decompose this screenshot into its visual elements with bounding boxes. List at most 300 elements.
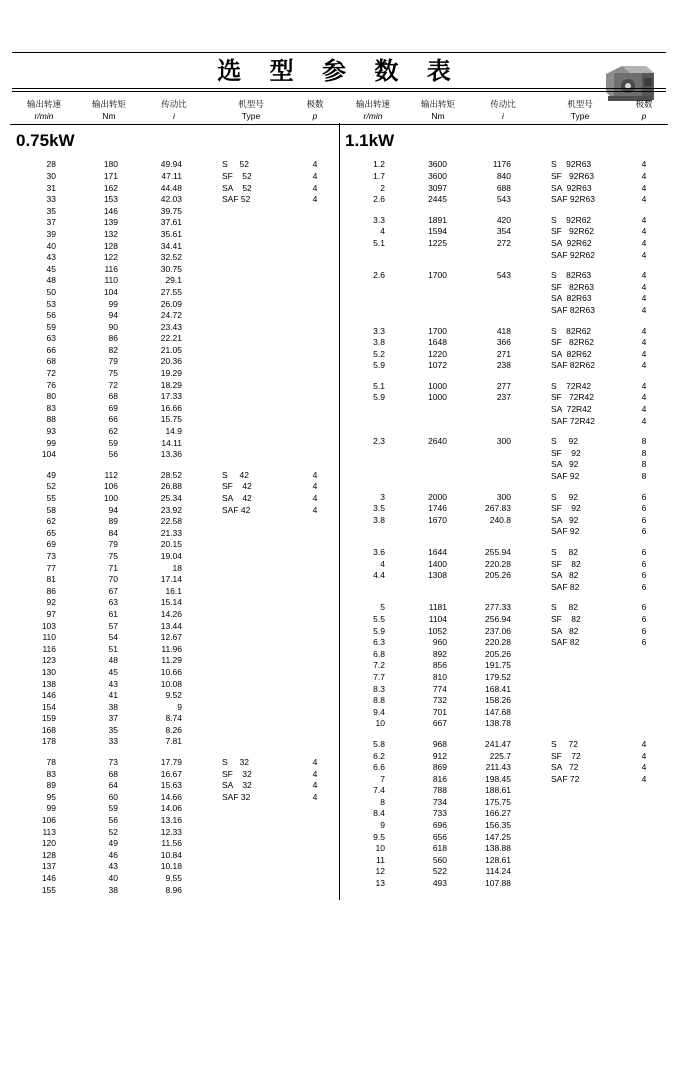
cell-output-torque: 139 xyxy=(103,217,118,228)
cell-poles xyxy=(294,827,336,839)
cell-poles xyxy=(294,736,336,748)
cell-poles: 4 xyxy=(312,768,318,779)
cell-output-torque: 656 xyxy=(432,831,447,842)
cell-output-speed: 3.3 xyxy=(373,325,385,336)
header-ratio-cn: 传动比 xyxy=(161,99,187,110)
cell-output-speed: 146 xyxy=(41,690,56,701)
cell-poles xyxy=(294,252,336,264)
cell-ratio: 8.74 xyxy=(165,713,182,724)
cell-type: SAF 72R42 xyxy=(551,415,595,426)
cell-ratio xyxy=(469,471,537,483)
cell-ratio: 128.61 xyxy=(485,854,511,865)
cell-type xyxy=(208,597,294,609)
row-group xyxy=(339,215,668,261)
cell-output-torque: 33 xyxy=(108,736,118,747)
cell-type xyxy=(208,241,294,253)
table-row xyxy=(10,644,339,656)
cell-poles: 4 xyxy=(641,380,647,391)
table-row xyxy=(339,707,668,719)
cell-type: SA 72R42 xyxy=(551,404,592,415)
cell-output-torque: 71 xyxy=(108,562,118,573)
cell-poles xyxy=(294,861,336,873)
table-row xyxy=(339,349,668,361)
cell-output-speed: 146 xyxy=(41,873,56,884)
cell-poles xyxy=(294,850,336,862)
table-row xyxy=(339,614,668,626)
table-row xyxy=(10,171,339,183)
cell-ratio: 23.92 xyxy=(160,504,182,515)
cell-output-speed: 59 xyxy=(46,321,56,332)
table-row xyxy=(10,287,339,299)
cell-ratio: 17.33 xyxy=(160,391,182,402)
cell-output-torque xyxy=(407,448,469,460)
cell-output-speed xyxy=(339,293,407,305)
table-row xyxy=(10,861,339,873)
cell-output-speed: 168 xyxy=(41,724,56,735)
cell-output-torque: 734 xyxy=(432,796,447,807)
cell-output-speed: 69 xyxy=(46,539,56,550)
table-row xyxy=(10,264,339,276)
cell-output-speed: 7.4 xyxy=(373,785,385,796)
cell-poles: 8 xyxy=(641,459,647,470)
cell-type xyxy=(208,702,294,714)
cell-output-torque: 810 xyxy=(432,671,447,682)
cell-poles xyxy=(294,310,336,322)
cell-type: SF 32 xyxy=(222,768,252,779)
row-group xyxy=(339,492,668,538)
cell-ratio: 220.28 xyxy=(485,558,511,569)
table-row xyxy=(339,843,668,855)
cell-output-speed: 128 xyxy=(41,849,56,860)
cell-type xyxy=(208,644,294,656)
cell-type xyxy=(208,621,294,633)
cell-output-torque: 46 xyxy=(108,849,118,860)
cell-type: S 92 xyxy=(551,491,578,502)
cell-output-torque: 171 xyxy=(103,170,118,181)
cell-ratio: 156.35 xyxy=(485,820,511,831)
cell-output-speed: 9.4 xyxy=(373,706,385,717)
cell-output-torque: 869 xyxy=(432,762,447,773)
cell-output-speed: 2.6 xyxy=(373,270,385,281)
cell-output-torque: 1072 xyxy=(428,360,447,371)
group-gap xyxy=(10,748,339,757)
cell-output-torque: 788 xyxy=(432,785,447,796)
cell-output-speed xyxy=(339,305,407,317)
table-row xyxy=(339,448,668,460)
cell-poles xyxy=(623,718,665,730)
cell-output-torque: 960 xyxy=(432,637,447,648)
cell-type xyxy=(208,803,294,815)
cell-output-speed: 53 xyxy=(46,298,56,309)
cell-poles xyxy=(294,679,336,691)
cell-ratio xyxy=(469,416,537,428)
cell-ratio: 14.26 xyxy=(160,608,182,619)
cell-output-speed: 77 xyxy=(46,562,56,573)
cell-type: SAF 92R62 xyxy=(551,249,595,260)
cell-poles xyxy=(623,832,665,844)
cell-ratio xyxy=(469,582,537,594)
cell-type xyxy=(537,820,623,832)
cell-type xyxy=(208,252,294,264)
cell-output-torque: 180 xyxy=(103,159,118,170)
cell-output-torque: 82 xyxy=(108,344,118,355)
cell-poles: 4 xyxy=(312,182,318,193)
row-group xyxy=(339,436,668,482)
cell-ratio xyxy=(469,293,537,305)
cell-output-speed: 99 xyxy=(46,803,56,814)
power-label-left: 0.75kW xyxy=(16,131,75,151)
table-row xyxy=(10,803,339,815)
cell-output-torque: 162 xyxy=(103,182,118,193)
row-group xyxy=(339,326,668,372)
cell-output-speed: 65 xyxy=(46,527,56,538)
cell-type xyxy=(208,725,294,737)
page-title-block xyxy=(10,52,668,92)
cell-output-speed: 97 xyxy=(46,608,56,619)
cell-poles xyxy=(294,803,336,815)
cell-output-speed: 39 xyxy=(46,228,56,239)
table-row xyxy=(339,582,668,594)
cell-output-torque: 1104 xyxy=(428,613,447,624)
cell-output-speed: 10 xyxy=(375,718,385,729)
cell-output-speed: 58 xyxy=(46,504,56,515)
cell-output-torque: 1000 xyxy=(428,380,447,391)
cell-output-speed: 178 xyxy=(41,736,56,747)
cell-output-speed: 56 xyxy=(46,310,56,321)
cell-type: SA 92R62 xyxy=(551,237,592,248)
cell-type: SF 82 xyxy=(551,613,581,624)
cell-type: S 82 xyxy=(551,547,578,558)
cell-type xyxy=(208,528,294,540)
cell-output-torque: 522 xyxy=(432,866,447,877)
cell-type: SA 92 xyxy=(551,514,579,525)
cell-type: SA 32 xyxy=(222,780,252,791)
cell-poles xyxy=(294,563,336,575)
table-row xyxy=(339,866,668,878)
cell-output-torque: 1891 xyxy=(428,214,447,225)
cell-output-torque: 86 xyxy=(108,333,118,344)
cell-output-torque: 104 xyxy=(103,286,118,297)
cell-output-torque: 2445 xyxy=(428,194,447,205)
cell-output-torque: 2640 xyxy=(428,436,447,447)
cell-type xyxy=(537,832,623,844)
table-row xyxy=(10,183,339,195)
table-row xyxy=(339,660,668,672)
cell-ratio: 20.15 xyxy=(160,539,182,550)
cell-type xyxy=(537,866,623,878)
cell-ratio: 32.52 xyxy=(160,252,182,263)
table-row xyxy=(339,492,668,504)
cell-output-speed: 5 xyxy=(380,602,385,613)
table-row xyxy=(10,252,339,264)
cell-poles: 4 xyxy=(641,750,647,761)
cell-type xyxy=(208,713,294,725)
cell-type: SA 92R63 xyxy=(551,182,592,193)
cell-ratio: 840 xyxy=(496,170,511,181)
cell-output-torque: 43 xyxy=(108,678,118,689)
table-row xyxy=(10,299,339,311)
cell-ratio: 267.83 xyxy=(485,503,511,514)
cell-poles: 4 xyxy=(641,348,647,359)
cell-output-torque: 856 xyxy=(432,660,447,671)
cell-poles xyxy=(294,725,336,737)
cell-output-speed: 95 xyxy=(46,791,56,802)
cell-poles xyxy=(294,713,336,725)
cell-type: SF 92 xyxy=(551,503,581,514)
table-row xyxy=(339,226,668,238)
cell-poles: 4 xyxy=(641,304,647,315)
cell-output-speed: 45 xyxy=(46,263,56,274)
cell-poles xyxy=(294,586,336,598)
cell-output-torque: 67 xyxy=(108,585,118,596)
table-row xyxy=(10,713,339,725)
row-group xyxy=(339,547,668,593)
cell-output-torque: 59 xyxy=(108,437,118,448)
table-row xyxy=(339,515,668,527)
table-row xyxy=(339,570,668,582)
cell-output-torque: 733 xyxy=(432,808,447,819)
table-row xyxy=(339,785,668,797)
cell-type xyxy=(208,229,294,241)
cell-type: S 72R42 xyxy=(551,380,592,391)
cell-output-torque: 1670 xyxy=(428,514,447,525)
cell-ratio: 418 xyxy=(496,325,511,336)
cell-output-speed: 52 xyxy=(46,481,56,492)
table-row xyxy=(10,563,339,575)
table-body xyxy=(10,129,668,896)
table-row xyxy=(10,438,339,450)
cell-type: S 32 xyxy=(222,757,249,768)
cell-type: SAF 92R63 xyxy=(551,194,595,205)
cell-ratio: 300 xyxy=(496,491,511,502)
cell-type xyxy=(208,322,294,334)
cell-type xyxy=(208,333,294,345)
table-row xyxy=(10,838,339,850)
row-group xyxy=(10,159,339,460)
table-row xyxy=(10,470,339,482)
cell-output-torque: 146 xyxy=(103,205,118,216)
cell-output-torque: 1700 xyxy=(428,325,447,336)
cell-poles xyxy=(294,690,336,702)
cell-ratio: 26.09 xyxy=(160,298,182,309)
header-poles-cn: 极数 xyxy=(306,99,324,110)
row-group xyxy=(10,470,339,748)
header-type-cn: 机型号 xyxy=(238,99,264,110)
cell-output-torque: 45 xyxy=(108,666,118,677)
table-row xyxy=(339,547,668,559)
cell-output-speed: 106 xyxy=(41,815,56,826)
cell-poles: 4 xyxy=(312,170,318,181)
table-row xyxy=(339,337,668,349)
cell-type: SF 52 xyxy=(222,170,252,181)
cell-ratio: 15.75 xyxy=(160,414,182,425)
cell-ratio: 220.28 xyxy=(485,637,511,648)
cell-poles xyxy=(294,632,336,644)
cell-poles: 4 xyxy=(312,757,318,768)
table-row xyxy=(339,503,668,515)
cell-output-speed: 123 xyxy=(41,655,56,666)
cell-type xyxy=(537,695,623,707)
cell-output-torque: 59 xyxy=(108,803,118,814)
cell-type: SF 92R62 xyxy=(551,226,594,237)
group-gap xyxy=(339,372,668,381)
table-row xyxy=(10,481,339,493)
cell-type xyxy=(537,843,623,855)
group-gap xyxy=(339,427,668,436)
row-group xyxy=(339,739,668,890)
header-poles-en: p xyxy=(312,111,318,122)
table-row xyxy=(10,403,339,415)
cell-output-speed: 63 xyxy=(46,333,56,344)
cell-poles xyxy=(294,333,336,345)
cell-output-torque: 100 xyxy=(103,493,118,504)
cell-ratio: 17.79 xyxy=(160,757,182,768)
cell-ratio: 255.94 xyxy=(485,547,511,558)
cell-type: SAF 82 xyxy=(551,637,580,648)
cell-output-speed: 68 xyxy=(46,356,56,367)
table-row xyxy=(339,684,668,696)
table-row xyxy=(10,690,339,702)
cell-type xyxy=(537,684,623,696)
table-row xyxy=(339,250,668,262)
table-row xyxy=(339,832,668,844)
cell-output-speed: 3.8 xyxy=(373,514,385,525)
cell-type xyxy=(208,217,294,229)
cell-output-speed: 66 xyxy=(46,344,56,355)
table-row xyxy=(10,621,339,633)
cell-poles xyxy=(294,885,336,897)
table-row xyxy=(339,416,668,428)
cell-output-torque: 57 xyxy=(108,620,118,631)
table-row xyxy=(10,493,339,505)
table-row xyxy=(10,391,339,403)
cell-type xyxy=(208,690,294,702)
cell-poles: 6 xyxy=(641,547,647,558)
cell-output-speed: 3 xyxy=(380,491,385,502)
cell-output-torque: 701 xyxy=(432,706,447,717)
cell-output-speed: 10 xyxy=(375,843,385,854)
cell-output-torque: 66 xyxy=(108,414,118,425)
cell-type xyxy=(208,264,294,276)
cell-output-speed: 31 xyxy=(46,182,56,193)
cell-output-torque: 41 xyxy=(108,690,118,701)
cell-output-speed: 80 xyxy=(46,391,56,402)
cell-type: SF 42 xyxy=(222,481,252,492)
table-row xyxy=(10,449,339,461)
table-row xyxy=(339,360,668,372)
cell-type xyxy=(208,679,294,691)
cell-output-speed: 6.3 xyxy=(373,637,385,648)
table-row xyxy=(10,310,339,322)
cell-output-speed: 3.6 xyxy=(373,547,385,558)
cell-type: SAF 72 xyxy=(551,773,580,784)
cell-ratio: 16.1 xyxy=(165,585,182,596)
cell-ratio: 34.41 xyxy=(160,240,182,251)
cell-output-torque: 60 xyxy=(108,791,118,802)
table-row xyxy=(10,725,339,737)
cell-output-torque: 75 xyxy=(108,550,118,561)
cell-output-torque: 3097 xyxy=(428,182,447,193)
cell-output-speed: 43 xyxy=(46,252,56,263)
cell-output-speed: 8.4 xyxy=(373,808,385,819)
cell-output-torque: 73 xyxy=(108,757,118,768)
cell-poles xyxy=(294,241,336,253)
cell-output-torque: 38 xyxy=(108,701,118,712)
right-column xyxy=(339,129,668,896)
cell-ratio: 13.36 xyxy=(160,449,182,460)
cell-type: SAF 82R62 xyxy=(551,360,595,371)
cell-ratio: 12.67 xyxy=(160,632,182,643)
cell-ratio xyxy=(469,282,537,294)
group-gap xyxy=(339,317,668,326)
cell-type xyxy=(537,878,623,890)
cell-ratio: 205.26 xyxy=(485,570,511,581)
table-row xyxy=(10,850,339,862)
cell-type xyxy=(208,609,294,621)
cell-output-torque: 79 xyxy=(108,356,118,367)
cell-ratio xyxy=(469,448,537,460)
cell-ratio: 256.94 xyxy=(485,613,511,624)
cell-ratio: 11.56 xyxy=(161,838,182,849)
cell-output-speed: 50 xyxy=(46,286,56,297)
cell-type: SAF 42 xyxy=(222,504,251,515)
cell-poles xyxy=(294,609,336,621)
cell-poles xyxy=(623,808,665,820)
cell-output-speed: 5.1 xyxy=(373,237,385,248)
cell-type xyxy=(208,873,294,885)
table-row xyxy=(339,404,668,416)
headers-left xyxy=(10,98,339,122)
cell-output-speed: 12 xyxy=(375,866,385,877)
header-poles-cn: 极数 xyxy=(635,99,653,110)
cell-ratio: 14.9 xyxy=(165,426,182,437)
cell-output-speed: 154 xyxy=(41,701,56,712)
cell-type: SA 82 xyxy=(551,625,579,636)
cell-output-speed: 1.7 xyxy=(373,170,385,181)
table-row xyxy=(10,885,339,897)
cell-poles: 4 xyxy=(312,791,318,802)
cell-poles xyxy=(623,785,665,797)
cell-ratio: 166.27 xyxy=(485,808,511,819)
cell-ratio: 147.68 xyxy=(485,706,511,717)
cell-output-speed: 6.6 xyxy=(373,762,385,773)
cell-poles: 4 xyxy=(641,773,647,784)
catalog-page xyxy=(0,52,678,1065)
cell-output-torque xyxy=(407,282,469,294)
cell-ratio: 138.88 xyxy=(485,843,511,854)
cell-poles: 4 xyxy=(641,214,647,225)
cell-type: SA 82R62 xyxy=(551,348,592,359)
cell-ratio: 158.26 xyxy=(485,695,511,706)
table-row xyxy=(339,718,668,730)
cell-type xyxy=(208,667,294,679)
cell-ratio: 366 xyxy=(496,337,511,348)
table-row xyxy=(10,322,339,334)
cell-output-speed: 116 xyxy=(42,643,56,654)
cell-output-speed: 3.5 xyxy=(373,503,385,514)
cell-ratio: 10.08 xyxy=(160,678,182,689)
cell-output-speed: 49 xyxy=(46,469,56,480)
cell-type: S 82R62 xyxy=(551,325,592,336)
cell-ratio: 543 xyxy=(496,194,511,205)
cell-ratio: 25.34 xyxy=(160,493,182,504)
cell-poles: 6 xyxy=(641,503,647,514)
cell-output-speed: 4 xyxy=(380,226,385,237)
cell-poles: 4 xyxy=(312,493,318,504)
cell-ratio: 238 xyxy=(496,360,511,371)
cell-poles xyxy=(294,438,336,450)
cell-output-torque: 84 xyxy=(108,527,118,538)
